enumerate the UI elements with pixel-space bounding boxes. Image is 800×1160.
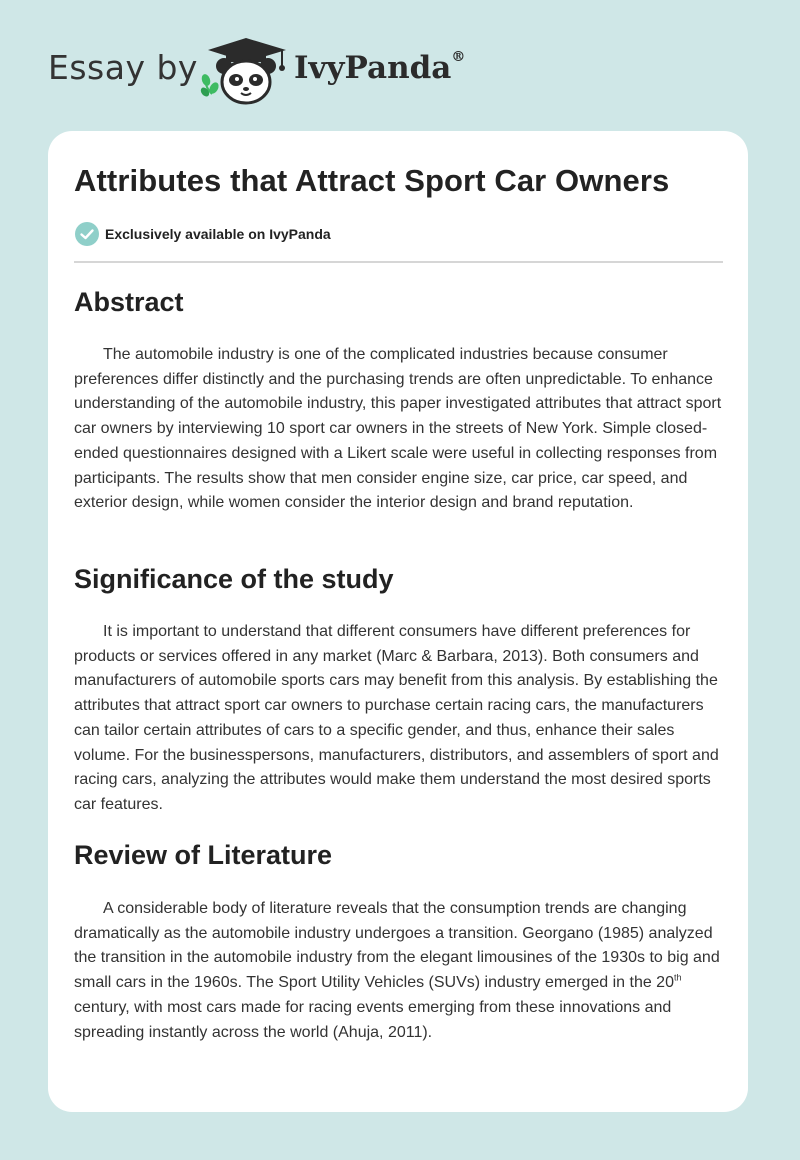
section-text-literature	[74, 897, 726, 1045]
check-circle-icon	[74, 221, 100, 247]
site-header	[0, 0, 800, 130]
brand-name[interactable]	[294, 50, 465, 86]
section-heading-literature: Review of Literature	[74, 840, 333, 870]
page-title: Attributes that Attract Sport Car Owners	[74, 163, 670, 198]
brand-name-text: IvyPanda	[294, 50, 452, 86]
literature-text-part-1: A considerable body of literature reveals that the consumption trends are changing dramatically as the automobile industry undergoes a transition. Georgano (1985) analyzed the transition in the automobile industry from the elegant limousines of the 1930s to big and small cars in the 1960s. The Sport Utility Vehicles (SUVs) industry emerged in the 20	[74, 900, 720, 992]
title-divider	[74, 261, 723, 263]
panda-logo-icon[interactable]	[200, 36, 292, 108]
registered-mark: ®	[451, 48, 466, 65]
literature-text-part-2: century, with most cars made for racing events emerging from these innovations and spreading instantly across the world (Ahuja, 2011).	[74, 998, 672, 1041]
exclusive-badge-label: Exclusively available on IvyPanda	[105, 226, 331, 242]
essay-card	[48, 131, 748, 1112]
section-heading-significance: Significance of the study	[74, 564, 394, 594]
literature-ordinal-suffix: th	[673, 972, 682, 983]
section-heading-abstract: Abstract	[74, 287, 184, 317]
essay-by-label: Essay by	[48, 48, 198, 87]
section-text-abstract: The automobile industry is one of the complicated industries because consumer preferences differ distinctly and the purchasing trends are often unpredictable. To enhance understanding of the automobile industry, this paper investigated attributes that attract sport car owners by interviewing 10 sport car owners in the streets of New York. Simple closed-ended questionnaires designed with a Likert scale were useful in collecting responses from participants. The results show that men consider engine size, car price, car speed, and exterior design, while women consider the interior design and brand reputation.	[74, 346, 722, 512]
section-text-significance: It is important to understand that different consumers have different preferences for products or services offered in any market (Marc & Barbara, 2013). Both consumers and manufacturers of automobile sports cars may benefit from this analysis. By establishing the attributes that attract sport car owners to purchase certain racing cars, the manufacturers can tailor certain attributes of cars to a specific gender, and thus, enhance their sales volume. For the businesspersons, manufacturers, distributors, and assemblers of sport and racing cars, analyzing the attributes would make them understand the most desired sports car features.	[74, 623, 719, 813]
